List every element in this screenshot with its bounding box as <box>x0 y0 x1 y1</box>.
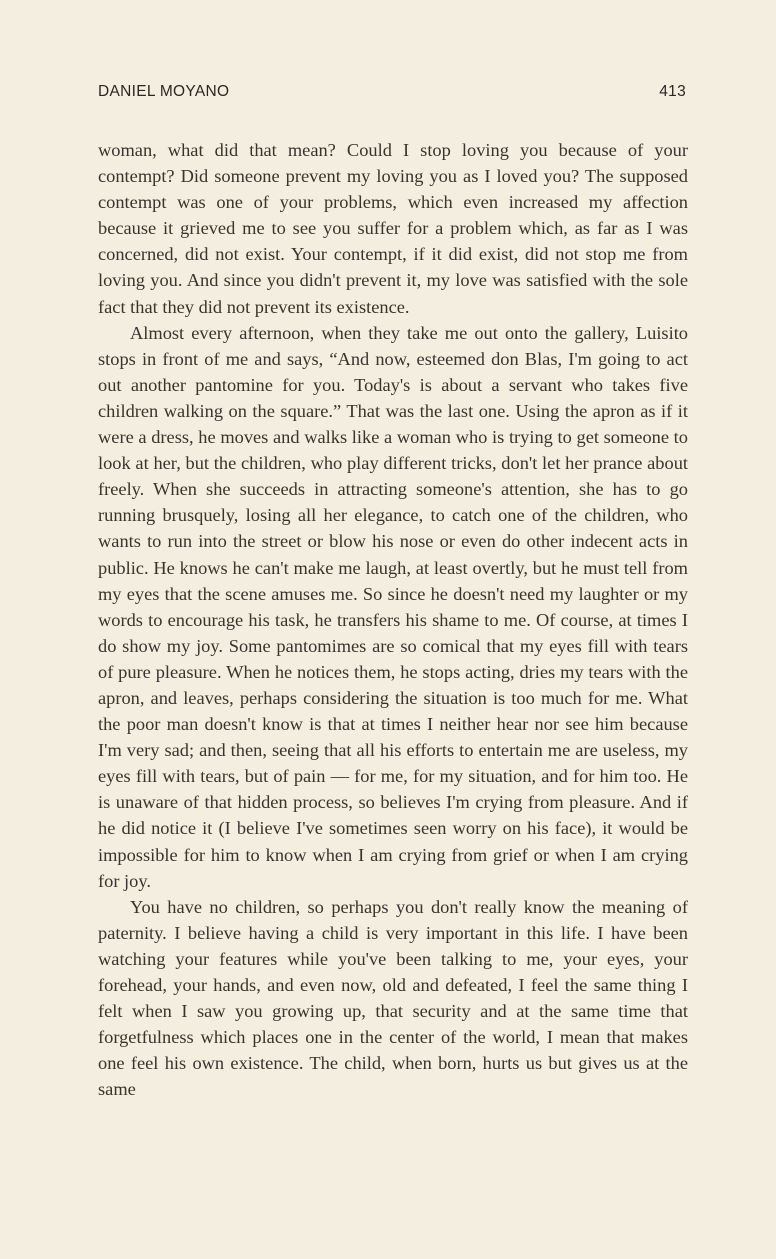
running-head-author: DANIEL MOYANO <box>98 83 230 100</box>
paragraph: Almost every afternoon, when they take me out onto the gallery, Luisito stops in front of me and says, “And now, esteemed don Blas, I'm going to act out another pantomine for you. Today's is about a servant who takes five children walking on the square.” That was the last one. Using the apron as if it were a dress, he moves and walks like a woman who is trying to get someone to look at her, but the children, who play different tricks, don't let her prance about freely. When she succeeds in attracting someone's attention, she has to go running brusquely, losing all her elegance, to catch one of the children, who wants to run into the street or blow his nose or even do other indecent acts in public. He knows he can't make me laugh, at least overtly, but he must tell from my eyes that the scene amuses me. So since he doesn't need my laughter or my words to encourage his task, he transfers his shame to me. Of course, at times I do show my joy. Some pantomimes are so comical that my eyes fill with tears of pure pleasure. When he notices them, he stops acting, dries my tears with the apron, and leaves, perhaps considering the situation is too much for me. What the poor man doesn't know is that at times I neither hear nor see him because I'm very sad; and then, seeing that all his efforts to entertain me are useless, my eyes fill with tears, but of pain — for me, for my situation, and for him too. He is unaware of that hidden process, so believes I'm crying from pleasure. And if he did notice it (I believe I've sometimes seen worry on his face), it would be impossible for him to know when I am crying from grief or when I am crying for joy. <box>98 322 688 891</box>
body-text <box>98 137 688 1102</box>
paragraph-continued: woman, what did that mean? Could I stop loving you because of your contempt? Did someone prevent my loving you as I loved you? The supposed contempt was one of your problems, which even increased my affection because it grieved me to see you suffer for a problem which, as far as I was concerned, did not exist. Your contempt, if it did exist, did not stop me from loving you. And since you didn't prevent it, my love was satisfied with the sole fact that they did not prevent its existence. <box>98 140 688 317</box>
running-header <box>98 83 686 107</box>
page-number: 413 <box>659 83 686 100</box>
paragraph: You have no children, so perhaps you don't really know the meaning of paternity. I believe having a child is very important in this life. I have been watching your features while you've been talking to me, your eyes, your forehead, your hands, and even now, old and defeated, I feel the same thing I felt when I saw you growing up, that security and at the same time that forgetfulness which places one in the center of the world, I mean that makes one feel his own existence. The child, when born, hurts us but gives us at the same <box>98 896 688 1100</box>
